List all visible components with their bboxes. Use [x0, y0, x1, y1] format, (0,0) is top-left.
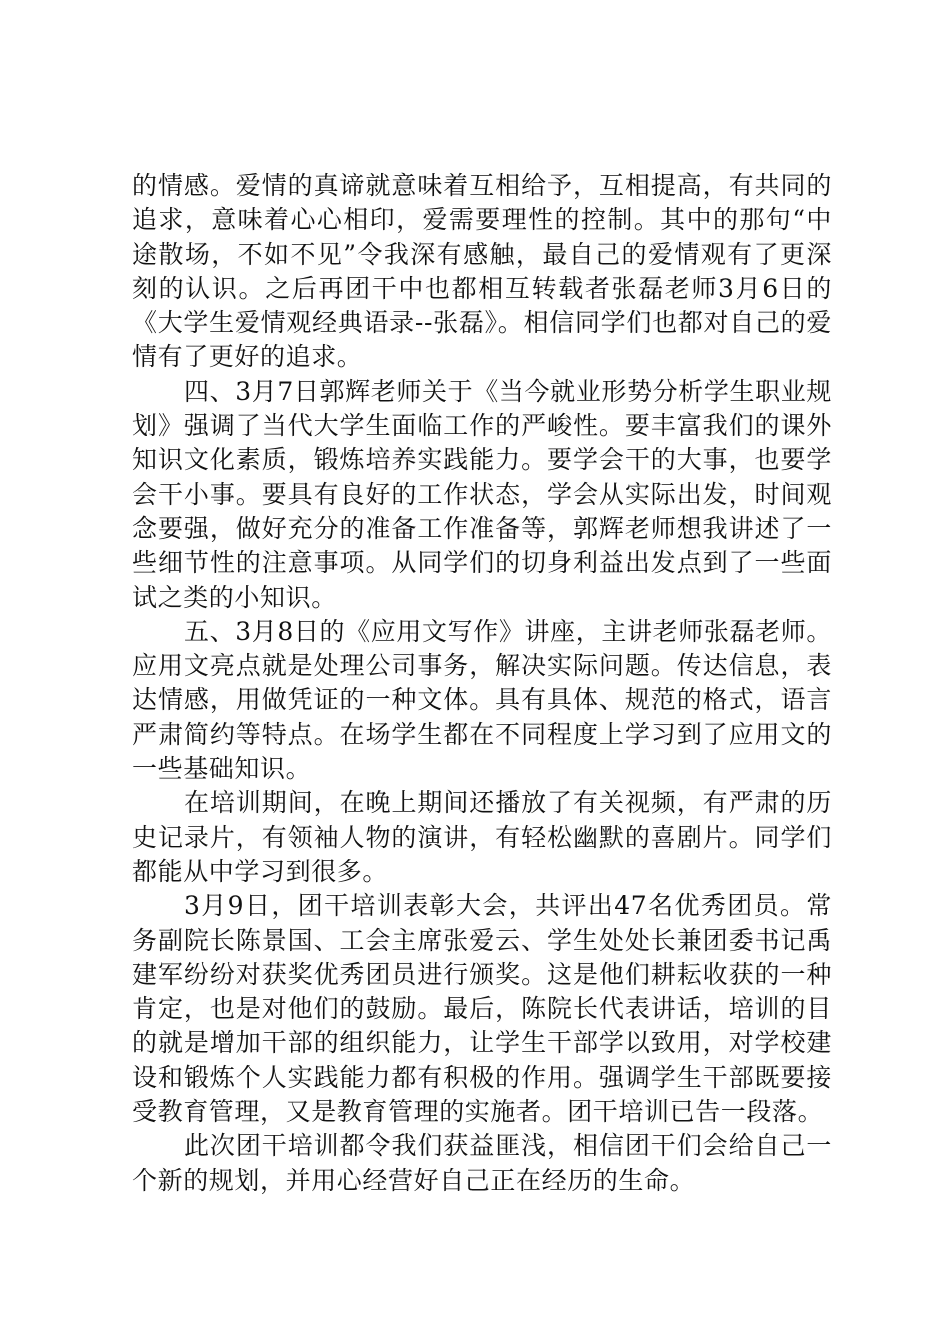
paragraph-award-ceremony: 3月9日，团干培训表彰大会，共评出47名优秀团员。常务副院长陈景国、工会主席张爱云、学生处处长兼团委书记禹建军纷纷对获奖优秀团员进行颁奖。这是他们耕耘收获的一种肯定，也是对他们的鼓励。最后，陈院长代表讲话，培训的目的就是增加干部的组织能力，让学生干部学以致用，对学校建设和锻炼个人实践能力都有积极的作用。强调学生干部既要接受教育管理，又是教育管理的实施者。团干培训已告一段落。 — [132, 891, 832, 1127]
document-body — [132, 169, 832, 1198]
paragraph-continuation: 的情感。爱情的真谛就意味着互相给予，互相提高，有共同的追求，意味着心心相印，爱需要理性的控制。其中的那句“中途散场，不如不见”令我深有感触，最自己的爱情观有了更深刻的认识。之后再团干中也都相互转载者张磊老师3月6日的《大学生爱情观经典语录--张磊》。相信同学们也都对自己的爱情有了更好的追求。 — [132, 171, 832, 372]
paragraph-training-videos: 在培训期间，在晚上期间还播放了有关视频，有严肃的历史记录片，有领袖人物的演讲，有轻松幽默的喜剧片。同学们都能从中学习到很多。 — [132, 788, 832, 886]
paragraph-writing-lecture: 五、3月8日的《应用文写作》讲座，主讲老师张磊老师。应用文亮点就是处理公司事务，解决实际问题。传达信息，表达情感，用做凭证的一种文体。具有具体、规范的格式，语言严肃简约等特点。在场学生都在不同程度上学习到了应用文的一些基础知识。 — [132, 616, 832, 784]
paragraph-conclusion: 此次团干培训都令我们获益匪浅，相信团干们会给自己一个新的规划，并用心经营好自己正在经历的生命。 — [132, 1131, 832, 1195]
paragraph-employment-lecture: 四、3月7日郭辉老师关于《当今就业形势分析学生职业规划》强调了当代大学生面临工作的严峻性。要丰富我们的课外知识文化素质，锻炼培养实践能力。要学会干的大事，也要学会干小事。要具有良好的工作状态，学会从实际出发，时间观念要强，做好充分的准备工作准备等，郭辉老师想我讲述了一些细节性的注意事项。从同学们的切身利益出发点到了一些面试之类的小知识。 — [132, 376, 832, 612]
